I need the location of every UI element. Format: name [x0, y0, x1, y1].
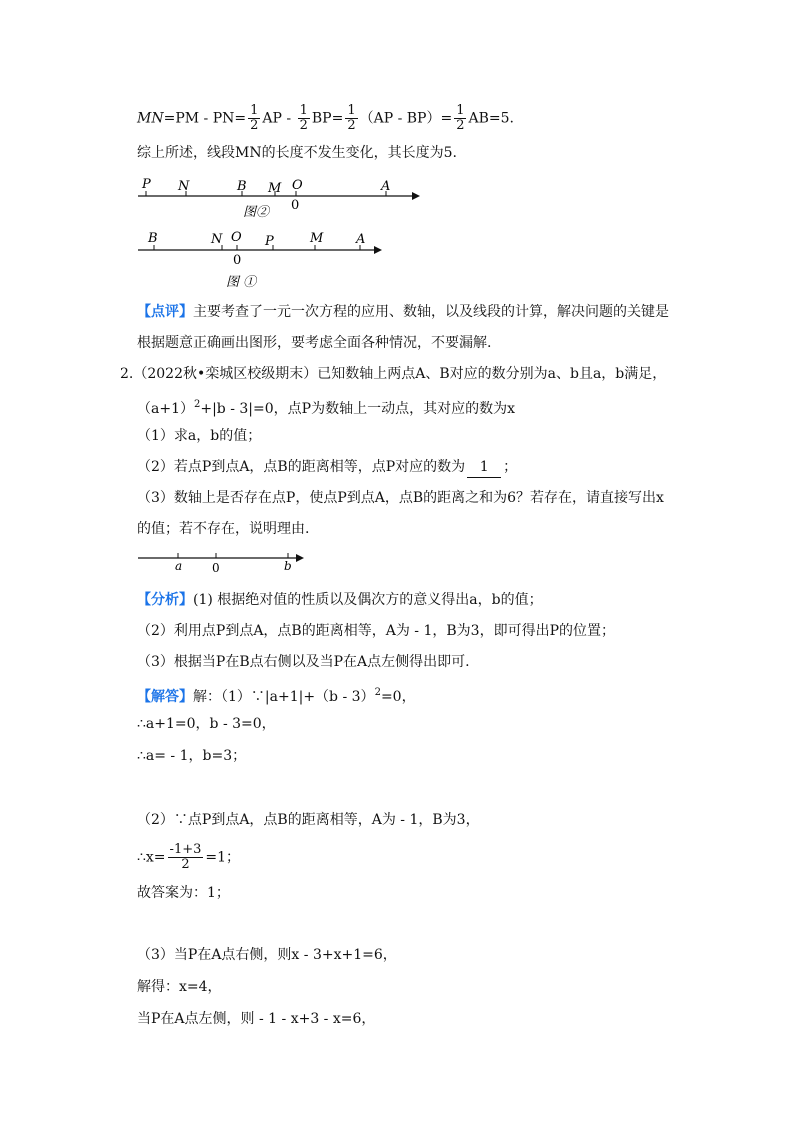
analysis-line-1: 【分析】(1) 根据绝对值的性质以及偶次方的意义得出a，b的值； — [137, 592, 543, 608]
fraction-half: $\frac{1}{2}$ — [299, 103, 308, 133]
zero-label: 0 — [291, 198, 300, 213]
question-2-stem: 2.（2022秋•栾城区校级期末）已知数轴上两点A、B对应的数分别为a、b且a，b满足， — [120, 366, 667, 382]
answer-line-5: ∴x= $\frac{-1+3}{2}$ =1； — [137, 842, 241, 872]
point-label: a — [175, 559, 183, 573]
question-2-part-1: （1）求a，b的值； — [137, 428, 262, 444]
number-line-figure-3 — [130, 548, 320, 576]
fraction-half: $\frac{1}{2}$ — [347, 103, 356, 133]
point-label: b — [284, 559, 292, 573]
comment-line-1: 【点评】主要考查了一元一次方程的应用、数轴，以及线段的计算，解决问题的关键是 — [137, 304, 669, 320]
question-2-part-3: （3）数轴上是否存在点P，使点P到点A，点B的距离之和为6？若存在，请直接写出x — [137, 490, 664, 506]
point-label: M — [268, 181, 282, 196]
number-line-figure-2 — [130, 172, 430, 224]
point-label: A — [356, 232, 366, 247]
question-2-part-2: （2）若点P到点A，点B的距离相等，点P对应的数为 1 ； — [137, 457, 517, 478]
answer-line-2: ∴a+1=0，b - 3=0， — [137, 716, 276, 732]
answer-line-8: 解得：x=4， — [137, 979, 222, 995]
answer-line-3: ∴a= - 1，b=3； — [137, 748, 247, 764]
answer-blank: 1 — [467, 457, 501, 478]
point-label: P — [142, 177, 151, 192]
comment-line-2: 根据题意正确画出图形，要考虑全面各种情况，不要漏解. — [137, 335, 492, 351]
zero-label: 0 — [212, 561, 220, 575]
point-label: N — [178, 179, 190, 194]
figure-caption: 图 ① — [226, 275, 257, 290]
conclusion-text: 综上所述，线段MN的长度不发生变化，其长度为5. — [137, 145, 457, 161]
point-label: N — [211, 232, 223, 247]
figure-caption: 图② — [243, 205, 270, 220]
answer-line-4: （2）∵点P到点A，点B的距离相等，A为 - 1，B为3， — [137, 812, 480, 828]
answer-line-7: （3）当P在A点右侧，则x - 3+x+1=6， — [137, 947, 397, 963]
fraction-half: $\frac{1}{2}$ — [250, 103, 259, 133]
fraction-x: $\frac{-1+3}{2}$ — [169, 842, 202, 872]
analysis-line-3: （3）根据当P在B点右侧以及当P在A点左侧得出即可. — [137, 654, 470, 670]
question-2-condition: $(a+1)^2+|b - 3|=0$，点P为数轴上一动点，其对应的数为x — [137, 399, 515, 417]
comment-tag: 【点评】 — [137, 304, 193, 320]
analysis-tag: 【分析】 — [137, 592, 193, 608]
point-label: B — [237, 179, 247, 194]
number-line-figure-1 — [130, 230, 400, 290]
mn-equation: MN=PM - PN= $\frac{1}{2}$ AP - $\frac{1}{2}$ BP= $\frac{1}{2}$ （AP - BP）= $\frac{1}{2}$ AB=5. — [137, 103, 514, 133]
point-label: A — [381, 179, 391, 194]
point-label: O — [292, 178, 303, 193]
question-2-part-3-cont: 的值；若不存在，说明理由. — [137, 521, 310, 537]
zero-label: 0 — [233, 253, 242, 268]
answer-line-1: 【解答】解：（1）∵|a+1|+（b - 3）$^2$=0， — [137, 687, 416, 705]
answer-line-6: 故答案为：1； — [137, 885, 230, 901]
fraction-half: $\frac{1}{2}$ — [456, 103, 465, 133]
point-label: O — [231, 230, 242, 245]
point-label: M — [310, 231, 324, 246]
analysis-line-2: （2）利用点P到点A，点B的距离相等，A为 - 1，B为3，即可得出P的位置； — [137, 623, 615, 639]
point-label: B — [148, 231, 158, 246]
point-label: P — [265, 234, 274, 249]
answer-tag: 【解答】 — [137, 689, 193, 705]
answer-line-9: 当P在A点左侧，则 - 1 - x+3 - x=6， — [137, 1011, 376, 1027]
